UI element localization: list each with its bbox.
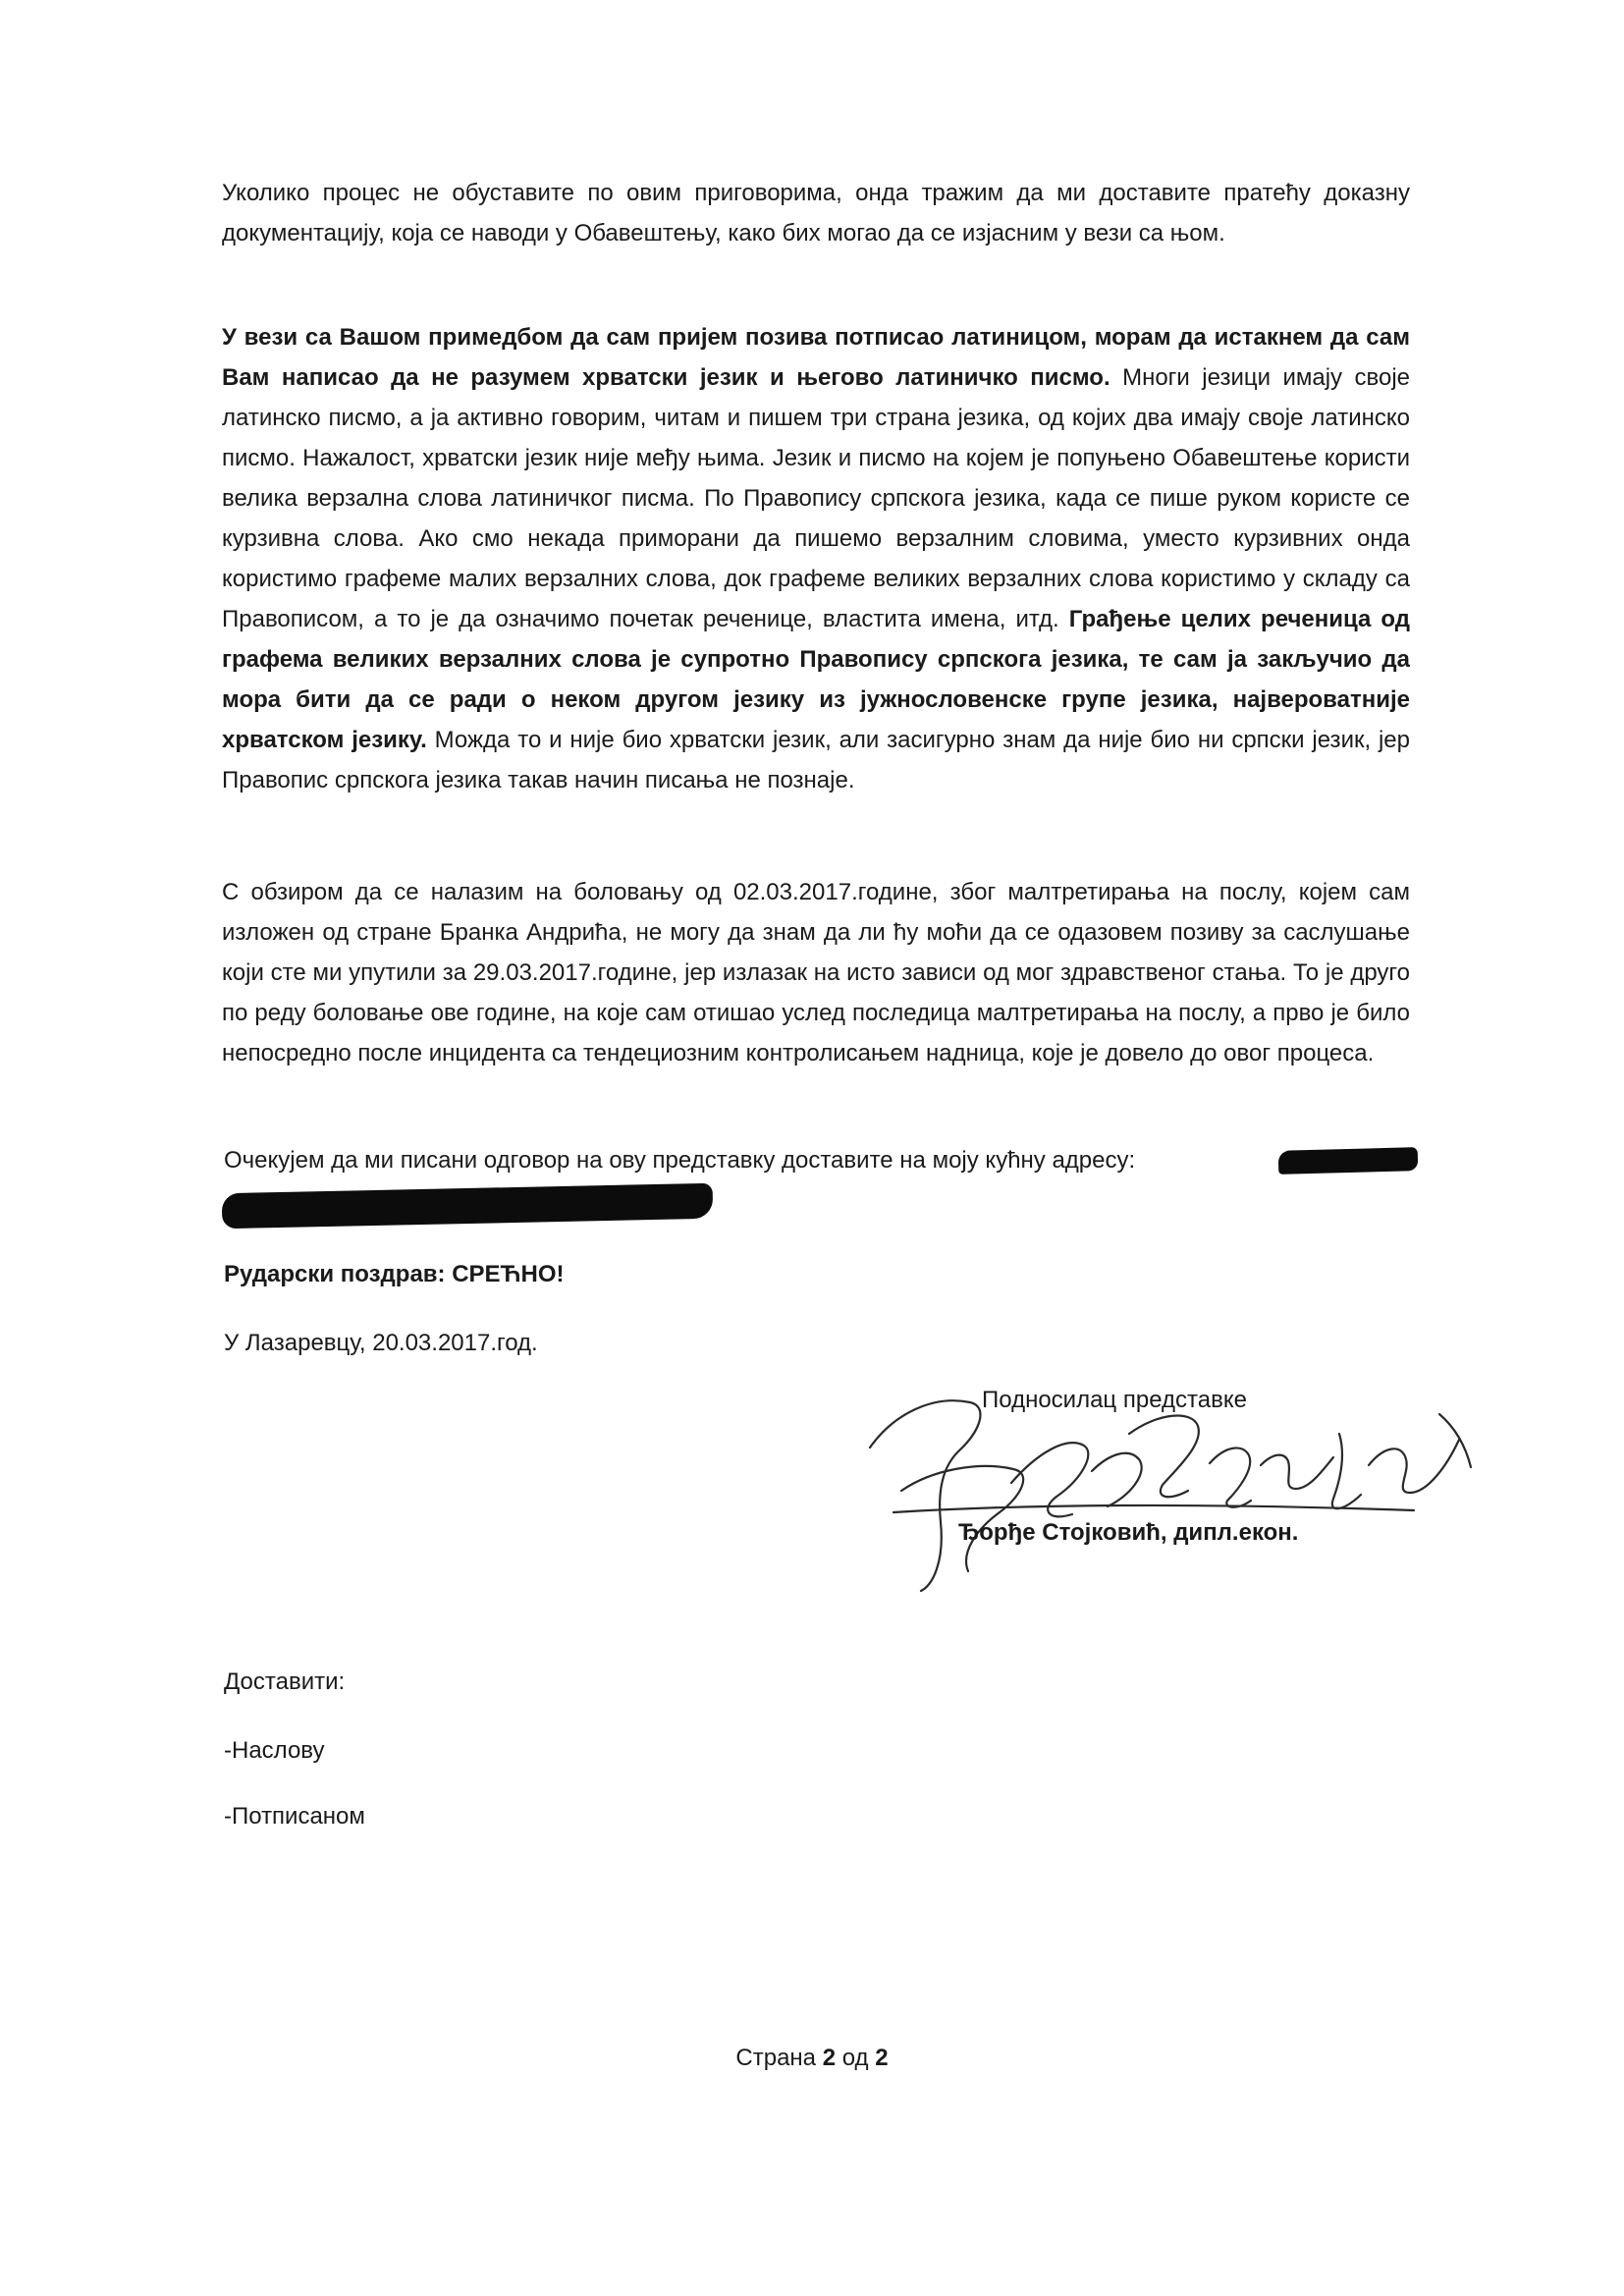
body-text: Многи језици имају своје латинско писмо, а ја активно говорим, читам и пишем три страна језика, од којих два имају своје латинско писмо. Нажалост, хрватски језик није међу њима. Језик и писмо на којем је попуњено Обавештење користи велика верзална слова латиничког писма. По Правопису српскога језика, када се пише руком користе се курзивна слова. Ако смо некада приморани да пишемо верзалним словима, уместо курзивних онда користимо графеме малих верзалних слова, док графеме великих верзалних слова користимо у складу са Правописом, а то је да означимо почетак реченице, властита имена, итд.: [222, 364, 1410, 632]
expectation-line: Очекујем да ми писани одговор на ову представку доставите на моју кућну адресу:: [224, 1147, 1136, 1174]
place-date: У Лазаревцу, 20.03.2017.год.: [224, 1330, 538, 1356]
deliver-to-label: Доставити:: [224, 1668, 346, 1695]
footer-prefix: Страна: [735, 2045, 823, 2071]
paragraph-sick-leave: С обзиром да се налазим на боловању од 02.03.2017.године, због малтретирања на послу, којем сам изложен од стране Бранка Андрића, не могу да знам да ли ћу моћи да се одазовем позиву за саслушање који сте ми упутили за 29.03.2017.године, јер излазак на исто зависи од мог здравственог стања. То је друго по реду боловање ове године, на које сам отишао услед последица малтретирања на послу, а прво је било непосредно после инцидента са тендециозним контролисањем надница, које је довело до овог процеса.: [222, 879, 1410, 1066]
redaction-mark: [1278, 1147, 1419, 1175]
footer-total-pages: 2: [875, 2045, 889, 2071]
handwritten-signature: [864, 1375, 1492, 1601]
page-footer: [0, 2043, 1624, 2074]
footer-middle: од: [836, 2045, 876, 2071]
signer-name: Ђорђе Стојковић, дипл.екон.: [958, 1519, 1299, 1546]
footer-page-number: 2: [822, 2045, 837, 2071]
paragraph-objection: Уколико процес не обуставите по овим приговорима, онда тражим да ми доставите пратећу доказну документацију, која се наводи у Обавештењу, како бих могао да се изјасним у вези са њом.: [222, 180, 1410, 246]
recipient-item: -Наслову: [224, 1737, 325, 1764]
bold-text: У вези са Вашом примедбом да сам пријем позива потписао латиницом, морам да истакнем да сам Вам написао да не разумем хрватски језик и његово латиничко писмо.: [222, 324, 1410, 391]
body-text: Можда то и није био хрватски језик, али засигурно знам да није био ни српски језик, јер Правопис српскога језика такав начин писања не познаје.: [222, 727, 1411, 793]
submitter-label: Подносилац представке: [982, 1387, 1247, 1413]
redaction-mark: [222, 1183, 714, 1229]
bold-text: Грађење целих реченица од графема великих верзалних слова је супротно Правопису српскога језика, те сам ја закључио да мора бити да се ради о неком другом језику из јужнословенске групе језика, највероватније хрватском језику.: [222, 606, 1410, 753]
greeting: Рударски поздрав: СРЕЋНО!: [224, 1261, 565, 1287]
paragraph-latin-script: [222, 317, 1410, 800]
recipient-item: -Потписаном: [224, 1803, 365, 1830]
